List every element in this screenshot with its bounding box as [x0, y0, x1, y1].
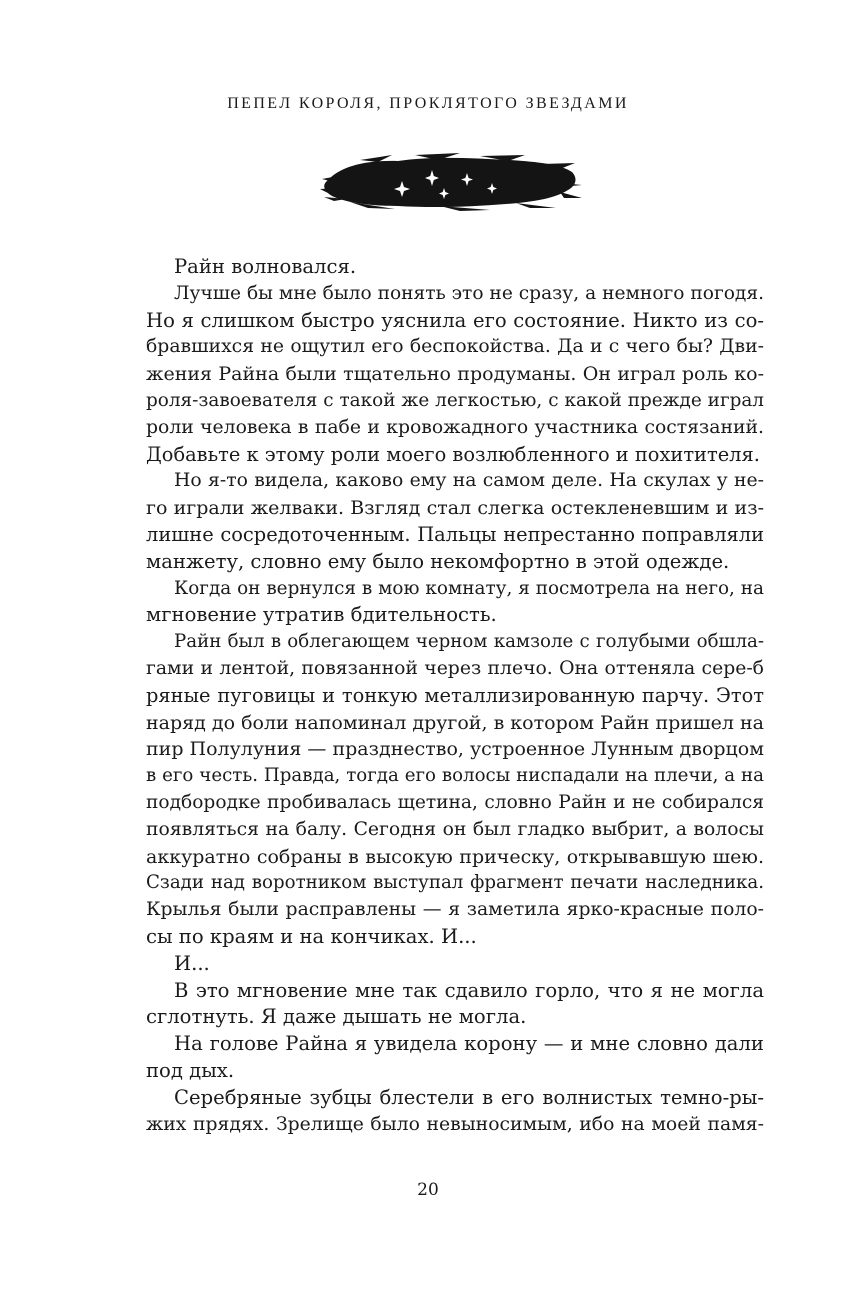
text-line: жих прядях. Зрелище было невыносимым, ибо на моей памя- — [146, 1113, 764, 1135]
text-line: Сзади над воротником выступал фрагмент печати наследника. — [146, 872, 764, 894]
text-line: под дых. — [146, 1058, 235, 1082]
text-line: В это мгновение мне так сдавило горло, что я не могла — [174, 978, 764, 1002]
text-line: Райн был в облегающем черном камзоле с голубыми обшла- — [174, 631, 764, 653]
text-line: го играли желваки. Взгляд стал слегка остекленевшим и из- — [146, 497, 764, 520]
text-line: сглотнуть. Я даже дышать не могла. — [146, 1005, 527, 1029]
page-body-text — [146, 254, 764, 1138]
text-line: роля-завоевателя с такой же легкостью, с какой прежде играл — [146, 389, 764, 411]
text-line: лишне сосредоточенным. Пальцы непрестанно поправляли — [146, 522, 764, 546]
text-line: Но я-то видела, каково ему на самом деле. На скулах у не- — [174, 470, 764, 492]
text-line: пир Полулуния — празднество, устроенное Лунным дворцом — [146, 738, 764, 761]
text-line: жения Райна были тщательно продуманы. Он играл роль ко- — [146, 363, 764, 386]
text-line: в его честь. Правда, тогда его волосы ниспадали на плечи, а на — [146, 765, 764, 787]
text-line: появляться на балу. Сегодня он был гладко выбрит, а волосы — [146, 818, 764, 840]
text-line: роли человека в пабе и кровожадного участника состязаний. — [146, 416, 764, 438]
running-header-title: ПЕПЕЛ КОРОЛЯ, ПРОКЛЯТОГО ЗВЕЗДАМИ — [227, 95, 629, 112]
text-line: ряные пуговицы и тонкую металлизированную парчу. Этот — [146, 683, 764, 707]
text-line: И... — [174, 951, 210, 975]
text-line: манжету, словно ему было некомфортно в этой одежде. — [146, 549, 730, 573]
text-line: Крылья были расправлены — я заметила ярко-красные поло- — [146, 899, 764, 921]
text-line: Когда он вернулся в мою комнату, я посмотрела на него, на — [174, 577, 764, 599]
text-line: мгновение утратив бдительность. — [146, 603, 497, 627]
text-line: На голове Райна я увидела корону — и мне словно дали — [174, 1032, 764, 1056]
text-line: гами и лентой, повязанной через плечо. Она оттеняла сере-б — [146, 657, 764, 679]
text-line: бравшихся не ощутил его беспокойства. Да и с чего бы? Дви- — [146, 336, 764, 358]
text-line: Лучше бы мне было понять это не сразу, а немного погодя. — [174, 282, 764, 304]
ink-stroke-stars-ornament-icon — [320, 152, 582, 214]
page-number: 20 — [417, 1180, 439, 1200]
text-line: Серебряные зубцы блестели в его волнистых темно-ры- — [174, 1085, 764, 1109]
text-line: Добавьте к этому роли моего возлюбленного и похитителя. — [146, 442, 760, 466]
text-line: Райн волновался. — [174, 255, 357, 278]
text-line: аккуратно собраны в высокую прическу, открывавшую шею. — [146, 845, 764, 868]
text-line: наряд до боли напоминал другой, в котором Райн пришел на — [146, 711, 764, 734]
text-line: сы по краям и на кончиках. И... — [146, 924, 477, 948]
text-line: подбородке пробивалась щетина, словно Райн и не собирался — [146, 791, 764, 813]
text-line: Но я слишком быстро уяснила его состояние. Никто из со- — [146, 308, 764, 332]
